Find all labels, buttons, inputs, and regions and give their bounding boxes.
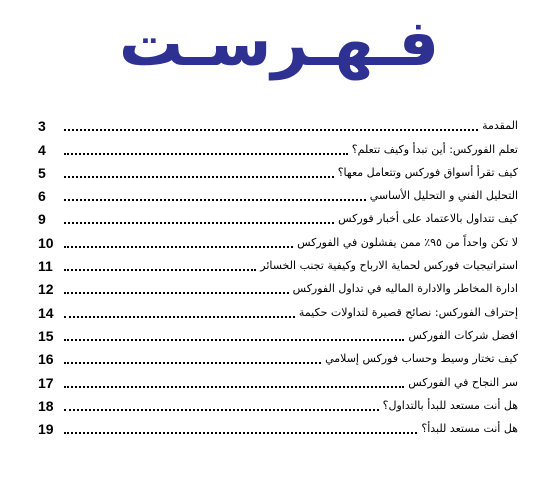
toc-entry-title: ادارة المخاطر والادارة الماليه في تداول الفوركس [292,282,518,296]
toc-leader-dots [64,292,289,294]
toc-entry[interactable] [38,135,518,158]
toc-entry-title: هل أنت مستعد للبدأ بالتداول؟ [382,398,518,412]
toc-page-number: 9 [38,211,46,228]
toc-leader-dots [64,316,295,318]
toc-page-number: 18 [38,397,54,414]
toc-entry[interactable] [38,159,518,182]
toc-leader-dots [64,362,321,364]
toc-leader-dots [64,176,334,178]
toc-page-number: 16 [38,351,54,368]
toc-page-number: 19 [38,421,54,438]
toc-entry[interactable] [38,252,518,275]
toc-page-number: 3 [38,118,46,135]
toc-leader-dots [64,153,348,155]
toc-page-number: 17 [38,374,54,391]
toc-entry-title: هل أنت مستعد للبدأ؟ [421,422,518,436]
toc-entry-title: كيف تختار وسيط وحساب فوركس إسلامي [325,352,518,366]
toc-page-number: 10 [38,234,54,251]
toc-leader-dots [64,199,366,201]
toc-page-number: 14 [38,304,54,321]
toc-entry[interactable] [38,112,518,135]
toc-entry-title: استراتيجيات فوركس لحماية الارباح وكيفية تجنب الخسائر [260,259,518,273]
toc-entry[interactable] [38,228,518,251]
toc-entry[interactable] [38,415,518,438]
toc-page-number: 12 [38,281,54,298]
toc-leader-dots [64,129,478,131]
toc-entry-title: لا تكن واحداً من ٩٥٪ ممن يفشلون في الفوركس [297,235,518,249]
toc-page-number: 4 [38,141,46,158]
toc-entry[interactable] [38,368,518,391]
table-of-contents [38,112,518,438]
toc-entry[interactable] [38,298,518,321]
toc-entry[interactable] [38,182,518,205]
toc-page-number: 11 [38,258,53,275]
toc-leader-dots [64,246,293,248]
toc-page-number: 15 [38,327,54,344]
toc-leader-dots [64,432,417,434]
toc-entry[interactable] [38,345,518,368]
toc-entry[interactable] [38,205,518,228]
toc-entry[interactable] [38,392,518,415]
toc-entry-title: كيف تتداول بالاعتماد على أخبار فوركس [338,212,518,226]
toc-leader-dots [64,339,404,341]
toc-entry-title: تعلم الفوركس: أين تبدأ وكيف تتعلم؟ [351,142,518,156]
toc-page-number: 5 [38,164,46,181]
toc-leader-dots [64,409,379,411]
toc-leader-dots [64,269,256,271]
toc-entry-title: إحتراف الفوركس: نصائح قصيرة لتداولات حكيمة [298,305,518,319]
toc-entry-title: كيف تقرأ أسواق فوركس وتتعامل معها؟ [337,165,518,179]
toc-page-number: 6 [38,188,46,205]
toc-leader-dots [64,222,334,224]
toc-entry[interactable] [38,322,518,345]
page-title: فـهـرسـت [118,7,440,81]
toc-entry-title: المقدمة [482,119,518,133]
toc-entry-title: سر النجاح في الفوركس [408,375,518,389]
toc-leader-dots [64,386,404,388]
toc-entry[interactable] [38,275,518,298]
toc-entry-title: افضل شركات الفوركس [408,328,518,342]
toc-entry-title: التحليل الفني و التحليل الأساسي [369,189,518,203]
